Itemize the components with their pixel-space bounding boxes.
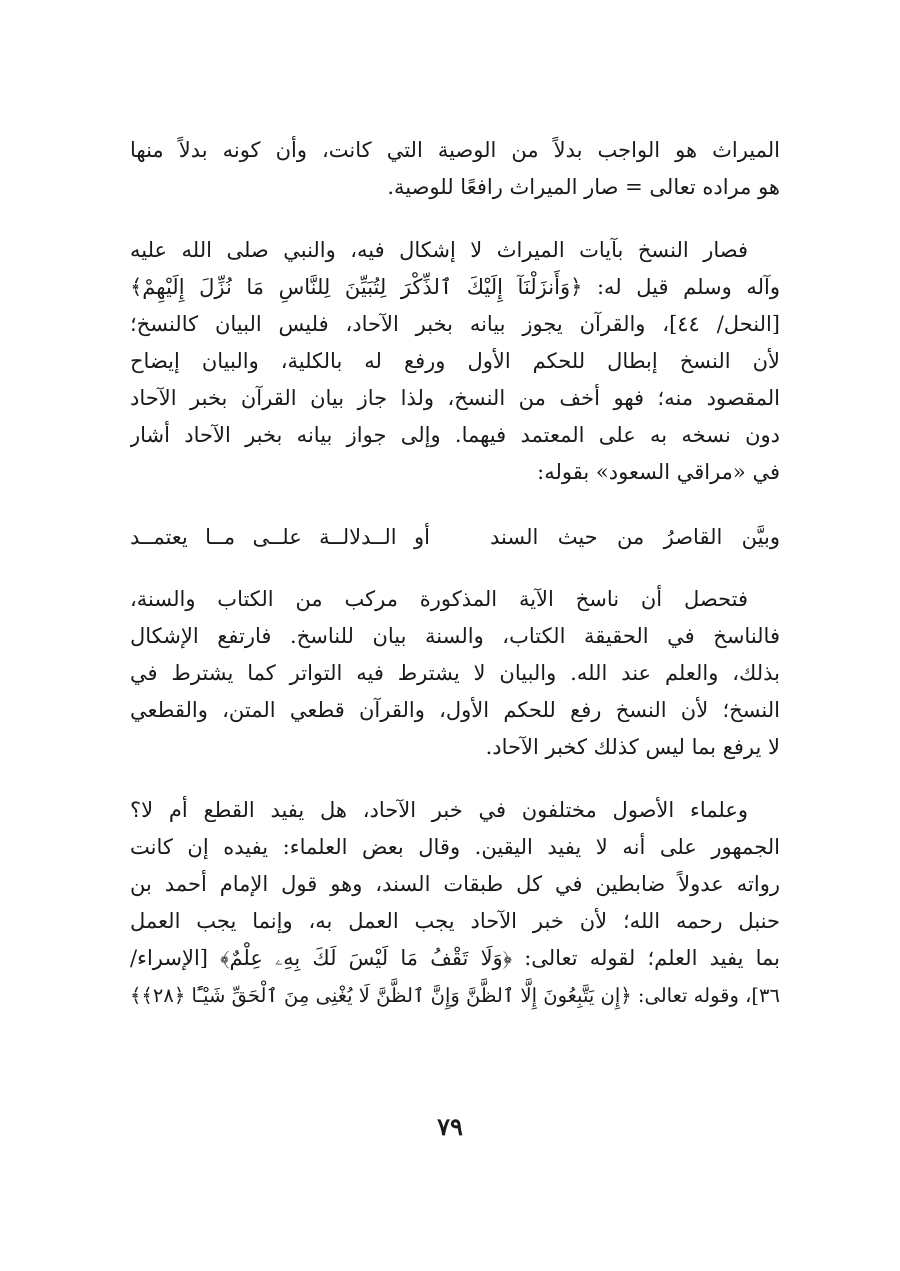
text-line-quran-verse: بما يفيد العلم؛ لقوله تعالى: ﴿وَلَا تَقْفُ مَا لَيْسَ لَكَ بِهِۦ عِلْمٌ﴾ [الإسراء/ [130,946,780,970]
text-line: وعلماء الأصول مختلفون في خبر الآحاد، هل يفيد القطع أم لا؟ [130,798,748,822]
verse-second-hemistich: أو الــدلالــة علــى مــا يعتمــد [130,525,430,549]
text-line: لا يرفع بما ليس كذلك كخبر الآحاد. [485,735,780,759]
text-line-quran-verse: وآله وسلم قيل له: ﴿وَأَنزَلْنَآ إِلَيْكَ ٱلذِّكْرَ لِتُبَيِّنَ لِلنَّاسِ مَا نُزِّلَ إِلَيْهِمْ﴾ [130,275,780,299]
text-line: لأن النسخ إبطال للحكم الأول ورفع له بالكلية، والبيان إيضاح [130,349,780,373]
text-line: في «مراقي السعود» بقوله: [537,460,780,484]
text-line: هو مراده تعالى = صار الميراث رافعًا للوصية. [387,175,780,199]
text-line: النسخ؛ لأن النسخ رفع للحكم الأول، والقرآن قطعي المتن، والقطعي [130,698,780,722]
text-line: الميراث هو الواجب بدلاً من الوصية التي كانت، وأن كونه بدلاً منها [130,138,780,162]
text-line: المقصود منه؛ فهو أخف من النسخ، ولذا جاز بيان القرآن بخبر الآحاد [130,386,780,410]
paragraph-inheritance [130,132,780,206]
text-line: الجمهور على أنه لا يفيد اليقين. وقال بعض العلماء: يفيده إن كانت [130,835,780,859]
verse-first-hemistich: وبيَّن القاصرُ من حيث السند [490,525,780,549]
paragraph-abrogation [130,232,780,491]
text-line: [النحل/ ٤٤]، والقرآن يجوز بيانه بخبر الآحاد، فليس البيان كالنسخ؛ [130,312,780,336]
text-line: فتحصل أن ناسخ الآية المذكورة مركب من الكتاب والسنة، [130,587,748,611]
text-line: رواته عدولاً ضابطين في كل طبقات السند، وهو قول الإمام أحمد بن [130,872,780,896]
paragraph-conclusion [130,581,780,766]
page-body [130,132,780,1040]
poetry-verse [130,517,780,557]
text-line: بذلك، والعلم عند الله. والبيان لا يشترط فيه التواتر كما يشترط في [130,661,780,685]
text-line: دون نسخه به على المعتمد فيهما. وإلى جواز بيانه بخبر الآحاد أشار [130,423,780,447]
page-number: ٧٩ [437,1112,463,1141]
paragraph-khabar-ahad [130,792,780,1014]
text-line: حنبل رحمه الله؛ لأن خبر الآحاد يجب العمل به، وإنما يجب العمل [130,909,780,933]
text-line: فصار النسخ بآيات الميراث لا إشكال فيه، والنبي صلى الله عليه [130,238,748,262]
text-line-quran-verse: ٣٦]، وقوله تعالى: ﴿إِن يَتَّبِعُونَ إِلَّا ٱلظَّنَّ وَإِنَّ ٱلظَّنَّ لَا يُغْنِى مِنَ ٱلْحَقِّ شَيْـًٔا ﴿٢٨﴾﴾ [130,984,780,1007]
text-line: فالناسخ في الحقيقة الكتاب، والسنة بيان للناسخ. فارتفع الإشكال [130,624,780,648]
